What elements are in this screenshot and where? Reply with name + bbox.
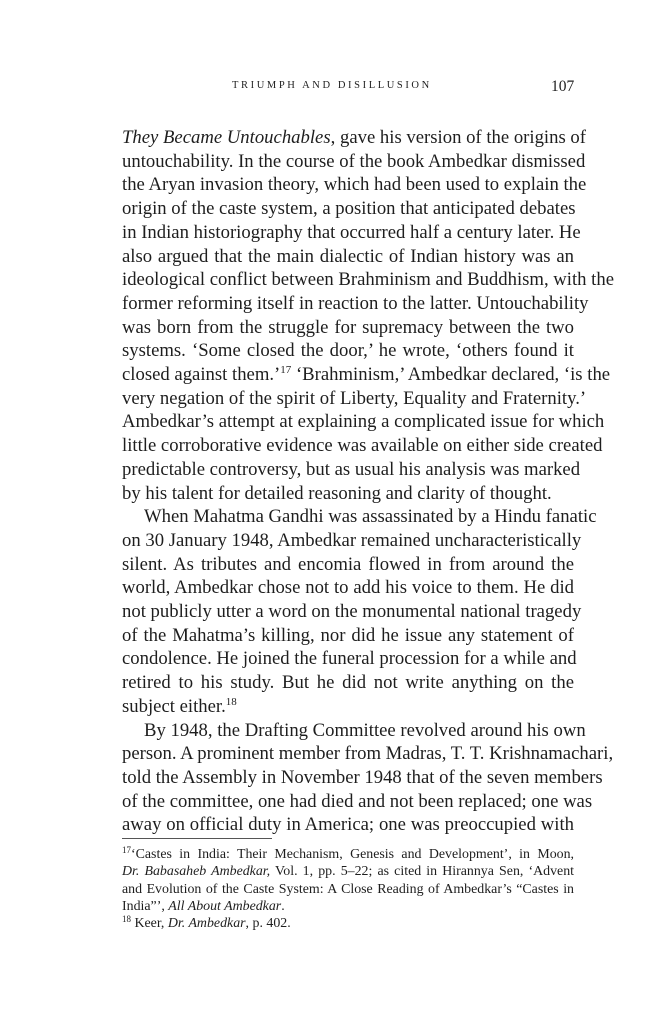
text-run: closed against them.’ (122, 364, 281, 385)
running-head: TRIUMPH AND DISILLUSION (232, 80, 432, 91)
text-line (122, 671, 574, 695)
text-run: and Evolution of the Caste System: A Close Reading of Ambedkar’s “Castes in (122, 881, 574, 897)
text-run: ‘Castes in India: Their Mechanism, Genesis and Development’, in Moon, (131, 847, 574, 862)
text-line (122, 268, 615, 292)
text-run: origin of the caste system, a position that anticipated debates (122, 198, 576, 220)
footnote-rule (122, 838, 272, 839)
text-line (122, 410, 605, 434)
text-run: silent. As tributes and encomia flowed in from around the (122, 553, 574, 575)
text-line (122, 292, 589, 316)
footnote-marker: 18 (122, 914, 131, 925)
text-run: on 30 January 1948, Ambedkar remained uncharacteristically (122, 529, 582, 551)
text-run: Vol. 1, pp. 5–22; as cited in Hirannya Sen, ‘Advent (270, 864, 575, 880)
text-run: little corroborative evidence was available on either side created (122, 435, 603, 457)
text-run: person. A prominent member from Madras, T. T. Krishnamachari, (122, 743, 614, 765)
text-line (144, 505, 597, 529)
text-line (122, 221, 581, 245)
text-line (122, 647, 577, 671)
footnote-line (122, 863, 574, 880)
text-line (122, 387, 587, 411)
text-run: untouchability. In the course of the book Ambedkar dismissed (122, 150, 586, 172)
text-run: not publicly utter a word on the monumental national tragedy (122, 601, 582, 622)
text-run: away on official duty in America; one was preoccupied with (122, 814, 574, 836)
text-line (122, 316, 574, 340)
text-line (122, 150, 586, 174)
text-run: told the Assembly in November 1948 that of the seven members (122, 766, 603, 788)
text-line (122, 695, 574, 719)
text-run: predictable controversy, but as usual his analysis was marked (122, 458, 581, 480)
text-run: systems. ‘Some closed the door,’ he wrote, ‘others found it (122, 340, 574, 362)
text-run: was born from the struggle for supremacy between the two (122, 316, 574, 338)
page-number: 107 (551, 78, 575, 95)
text-run: world, Ambedkar chose not to add his voice to them. He did (122, 577, 574, 599)
footnote-marker: 18 (225, 695, 237, 708)
text-line (122, 482, 574, 506)
text-run: India”’, (122, 898, 169, 914)
text-run: of the Mahatma’s killing, nor did he issue any statement of (122, 624, 574, 646)
text-run: also argued that the main dialectic of Indian history was an (122, 245, 574, 267)
text-run: , p. 402. (245, 916, 291, 932)
text-line (122, 529, 582, 553)
text-run: When Mahatma Gandhi was assassinated by a Hindu fanatic (144, 506, 597, 528)
text-line (144, 719, 586, 743)
text-line (122, 813, 574, 837)
text-line (122, 434, 603, 458)
text-run: . (281, 898, 285, 914)
text-line (122, 126, 586, 150)
text-run: of the committee, one had died and not been replaced; one was (122, 790, 593, 812)
text-run: subject either. (122, 695, 226, 717)
text-run: by his talent for detailed reasoning and clarity of thought. (122, 482, 552, 504)
text-line (122, 600, 582, 624)
text-run: Ambedkar’s attempt at explaining a complicated issue for which (122, 411, 605, 433)
text-run: ideological conflict between Brahminism and Buddhism, with the (122, 269, 615, 291)
text-run: condolence. He joined the funeral procession for a while and (122, 648, 577, 670)
text-run: very negation of the spirit of Liberty, Equality and Fraternity.’ (122, 387, 587, 409)
footnote-line (122, 915, 574, 932)
text-run: They Became Untouchables (122, 127, 331, 148)
text-line (122, 173, 587, 197)
footnote-line (122, 881, 574, 898)
text-line (122, 576, 574, 600)
text-line (122, 339, 574, 363)
text-run: in Indian historiography that occurred half a century later. He (122, 221, 581, 243)
text-line (122, 624, 574, 648)
text-line (122, 790, 593, 814)
text-run: the Aryan invasion theory, which had been used to explain the (122, 174, 587, 196)
text-line (122, 742, 614, 766)
text-line (122, 553, 574, 577)
text-run: All About Ambedkar (168, 898, 282, 914)
text-run: Dr. Ambedkar (167, 916, 246, 932)
text-run: Keer, (131, 916, 168, 932)
text-line (122, 363, 611, 387)
text-line (122, 197, 574, 221)
text-run: former reforming itself in reaction to the latter. Untouchability (122, 292, 589, 314)
footnote-marker: 17 (280, 364, 292, 376)
text-line (122, 245, 574, 269)
text-run: Dr. Babasaheb Ambedkar, (122, 864, 271, 880)
footnote-marker: 17 (122, 845, 131, 855)
text-run: ‘Brahminism,’ Ambedkar declared, ‘is the (291, 364, 611, 385)
text-run: By 1948, the Drafting Committee revolved around his own (144, 719, 586, 741)
text-line (122, 458, 581, 482)
text-line (122, 766, 603, 790)
footnote-line (122, 846, 574, 863)
text-run: retired to his study. But he did not write anything on the (122, 672, 574, 694)
footnote-line (122, 898, 574, 915)
text-run: , gave his version of the origins of (330, 127, 586, 148)
